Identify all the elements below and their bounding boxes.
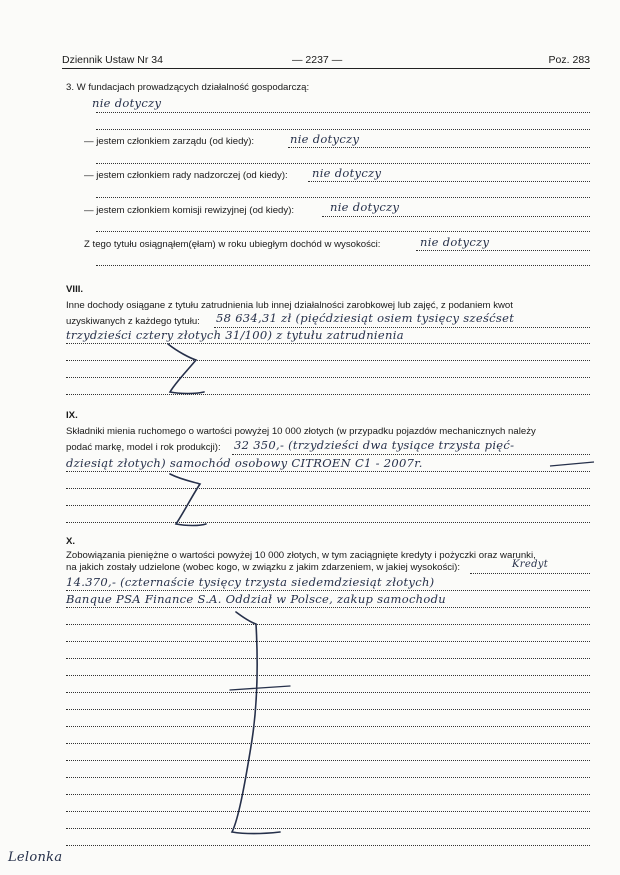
- dotted-line: [66, 845, 590, 846]
- dotted-line: [66, 760, 590, 761]
- strike-mark-section-10: [232, 612, 280, 834]
- audit-committee-answer: nie dotyczy: [330, 200, 400, 214]
- page-header: [62, 54, 590, 69]
- page-number: — 2237 —: [292, 54, 343, 66]
- dotted-line: [66, 590, 590, 591]
- dotted-line: [66, 488, 590, 489]
- section-10-answer-0: Kredyt: [512, 559, 549, 570]
- strike-mark-section-10-cross: [230, 686, 290, 690]
- dotted-line: [66, 658, 590, 659]
- dotted-line: [66, 777, 590, 778]
- board-member-label: — jestem członkiem zarządu (od kiedy):: [84, 136, 255, 147]
- section-10-text-2: na jakich zostały udzielone (wobec kogo, w związku z jakim zdarzeniem, w jakiej wysokości):: [66, 562, 461, 573]
- dotted-line: [288, 147, 590, 148]
- dotted-line: [66, 377, 590, 378]
- dotted-line: [66, 641, 590, 642]
- dotted-line: [66, 675, 590, 676]
- strike-mark-section-8: [168, 344, 204, 394]
- section-9-text-1: Składniki mienia ruchomego o wartości powyżej 10 000 złotych (w przypadku pojazdów mechanicznych należy: [66, 426, 536, 437]
- section-3-answer: nie dotyczy: [92, 96, 162, 110]
- dotted-line: [66, 624, 590, 625]
- income-answer: nie dotyczy: [420, 235, 490, 249]
- section-3-title: 3. W fundacjach prowadzących działalność gospodarczą:: [66, 82, 310, 93]
- supervisory-board-label: — jestem członkiem rady nadzorczej (od kiedy):: [84, 170, 288, 181]
- dotted-line: [416, 250, 590, 251]
- section-10-answer-2: Banque PSA Finance S.A. Oddział w Polsce, zakup samochodu: [66, 592, 446, 606]
- section-8-answer-2: trzydzieści cztery złotych 31/100) z tytułu zatrudnienia: [66, 328, 404, 342]
- dotted-line: [66, 828, 590, 829]
- dotted-line: [66, 505, 590, 506]
- dotted-line: [470, 573, 590, 574]
- dotted-line: [66, 709, 590, 710]
- journal-name: Dziennik Ustaw Nr 34: [62, 54, 163, 66]
- dotted-line: [66, 471, 590, 472]
- dotted-line: [66, 692, 590, 693]
- income-label: Z tego tytułu osiągnąłem(ęłam) w roku ubiegłym dochód w wysokości:: [84, 239, 381, 250]
- dotted-line: [66, 607, 590, 608]
- section-10-text-1: Zobowiązania pieniężne o wartości powyżej 10 000 złotych, w tym zaciągnięte kredyty i pożyczki oraz warunki,: [66, 550, 536, 561]
- dotted-line: [66, 343, 590, 344]
- signature: Lelonka: [8, 850, 63, 865]
- dotted-line: [96, 163, 590, 164]
- board-member-answer: nie dotyczy: [290, 132, 360, 146]
- dotted-line: [66, 726, 590, 727]
- dotted-line: [96, 197, 590, 198]
- section-8-text-1: Inne dochody osiągane z tytułu zatrudnienia lub innej działalności zarobkowej lub zajęć, z podaniem kwot: [66, 300, 513, 311]
- strike-mark-section-9: [170, 474, 206, 526]
- section-8-answer-1: 58 634,31 zł (pięćdziesiąt osiem tysięcy sześćset: [216, 311, 515, 325]
- dotted-line: [66, 522, 590, 523]
- section-9-text-2: podać markę, model i rok produkcji):: [66, 442, 221, 453]
- dotted-line: [322, 216, 590, 217]
- dotted-line: [66, 360, 590, 361]
- dotted-line: [96, 129, 590, 130]
- dotted-line: [66, 794, 590, 795]
- dotted-line: [66, 743, 590, 744]
- supervisory-board-answer: nie dotyczy: [312, 166, 382, 180]
- section-9-numeral: IX.: [66, 410, 78, 421]
- dotted-line: [308, 181, 590, 182]
- section-8-numeral: VIII.: [66, 284, 84, 295]
- dotted-line: [232, 454, 590, 455]
- dotted-line: [66, 811, 590, 812]
- dotted-line: [96, 231, 590, 232]
- section-8-text-2: uzyskiwanych z każdego tytułu:: [66, 316, 200, 327]
- section-10-numeral: X.: [66, 536, 76, 547]
- dotted-line: [66, 394, 590, 395]
- section-9-answer-2: dziesiąt złotych) samochód osobowy CITROEN C1 - 2007r.: [66, 456, 423, 470]
- dotted-line: [96, 265, 590, 266]
- dotted-line: [96, 112, 590, 113]
- audit-committee-label: — jestem członkiem komisji rewizyjnej (od kiedy):: [84, 205, 295, 216]
- section-9-answer-1: 32 350,- (trzydzieści dwa tysiące trzysta pięć-: [234, 438, 515, 452]
- strike-over-section-9: [550, 462, 594, 466]
- position-number: Poz. 283: [548, 54, 590, 66]
- section-10-answer-1: 14.370,- (czternaście tysięcy trzysta siedemdziesiąt złotych): [66, 575, 435, 589]
